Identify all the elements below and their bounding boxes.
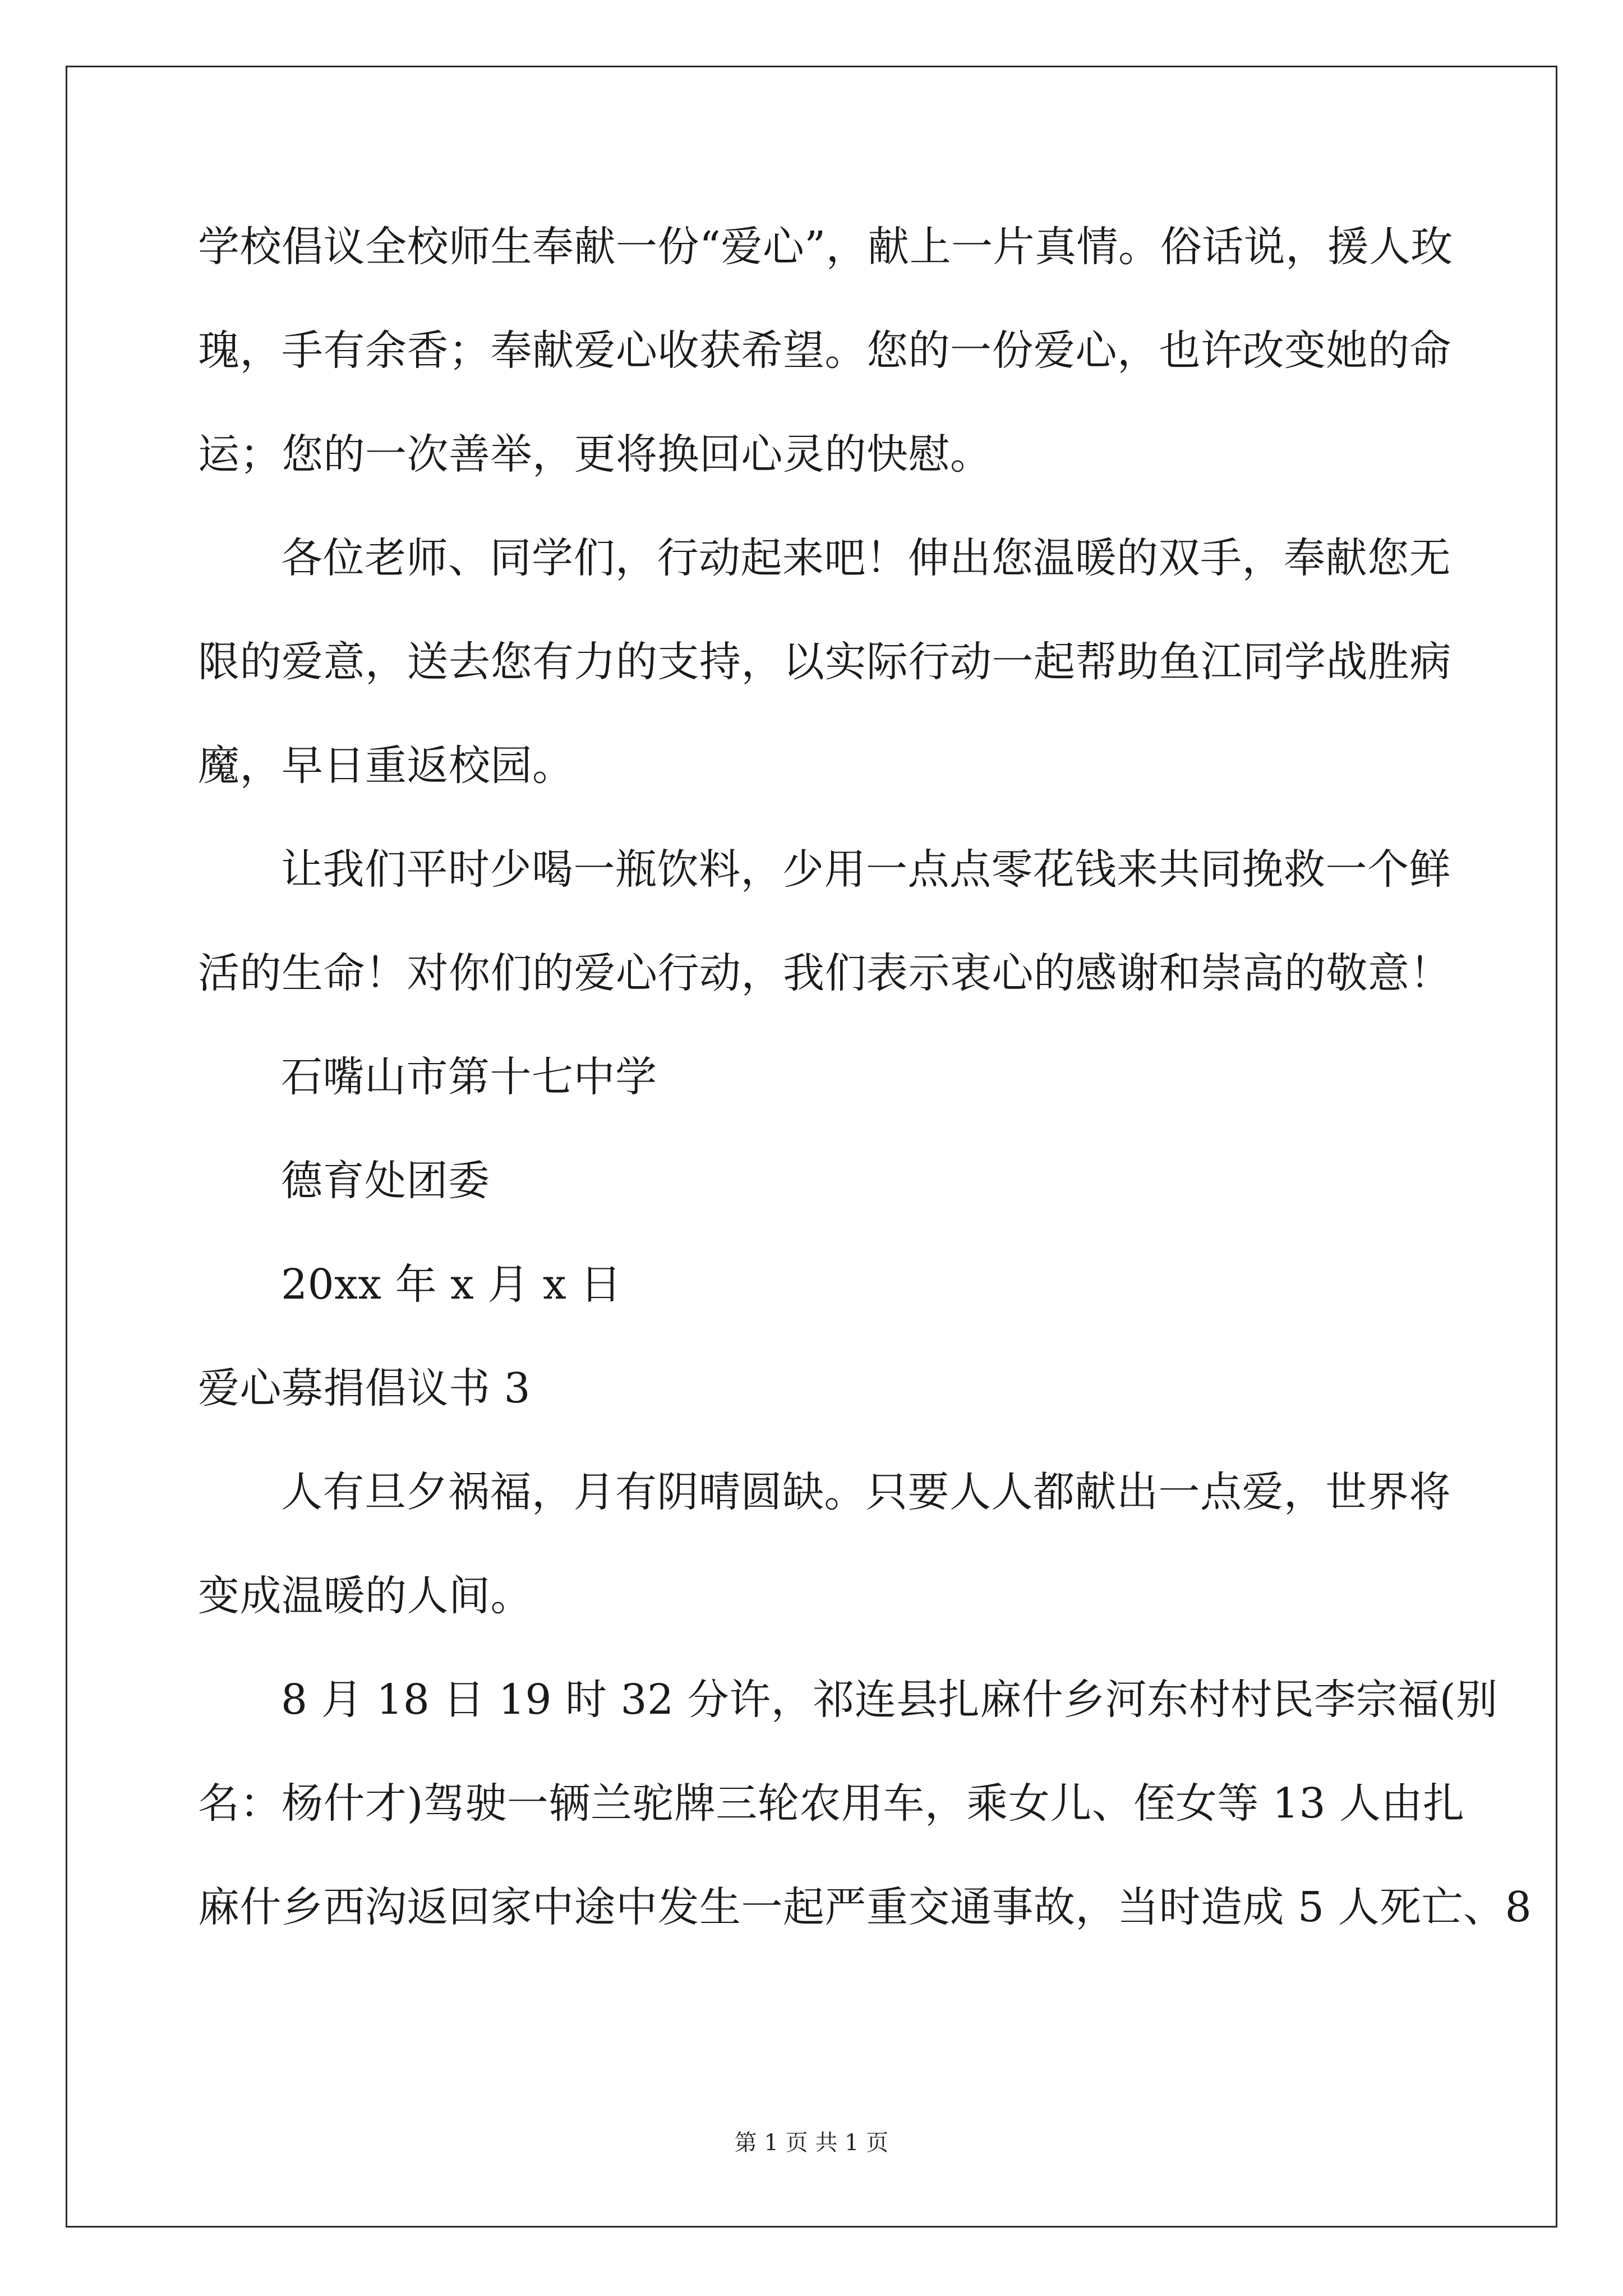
paragraph-line: 限的爱意，送去您有力的支持，以实际行动一起帮助鱼江同学战胜病 xyxy=(198,638,1451,686)
paragraph-line: 运；您的一次善举，更将换回心灵的快慰。 xyxy=(198,430,992,478)
signature-school: 石嘴山市第十七中学 xyxy=(281,1053,657,1101)
paragraph-line: 学校倡议全校师生奉献一份“爱心”，献上一片真情。俗话说，援人玫 xyxy=(198,223,1453,271)
paragraph-line: 让我们平时少喝一瓶饮料，少用一点点零花钱来共同挽救一个鲜 xyxy=(281,845,1451,894)
signature-date: 20xx 年 x 月 x 日 xyxy=(281,1260,622,1309)
paragraph-line: 麻什乡西沟返回家中途中发生一起严重交通事故，当时造成 5 人死亡、8 xyxy=(198,1883,1532,1931)
page-number: 第 1 页 共 1 页 xyxy=(734,2130,889,2156)
paragraph-line: 8 月 18 日 19 时 32 分许，祁连县扎麻什乡河东村村民李宗福(别 xyxy=(281,1676,1498,1724)
paragraph-line: 名：杨什才)驾驶一辆兰驼牌三轮农用车，乘女儿、侄女等 13 人由扎 xyxy=(198,1779,1465,1828)
paragraph-line: 人有旦夕祸福，月有阴晴圆缺。只要人人都献出一点爱，世界将 xyxy=(281,1468,1451,1516)
section-heading: 爱心募捐倡议书 3 xyxy=(198,1364,531,1412)
paragraph-line: 瑰，手有余香；奉献爱心收获希望。您的一份爱心，也许改变她的命 xyxy=(198,326,1451,375)
paragraph-line: 变成温暖的人间。 xyxy=(198,1572,532,1620)
paragraph-line: 魔，早日重返校园。 xyxy=(198,742,574,790)
paragraph-line: 活的生命！对你们的爱心行动，我们表示衷心的感谢和崇高的敬意！ xyxy=(198,949,1451,997)
signature-department: 德育处团委 xyxy=(281,1157,490,1205)
paragraph-line: 各位老师、同学们，行动起来吧！伸出您温暖的双手，奉献您无 xyxy=(281,534,1451,582)
